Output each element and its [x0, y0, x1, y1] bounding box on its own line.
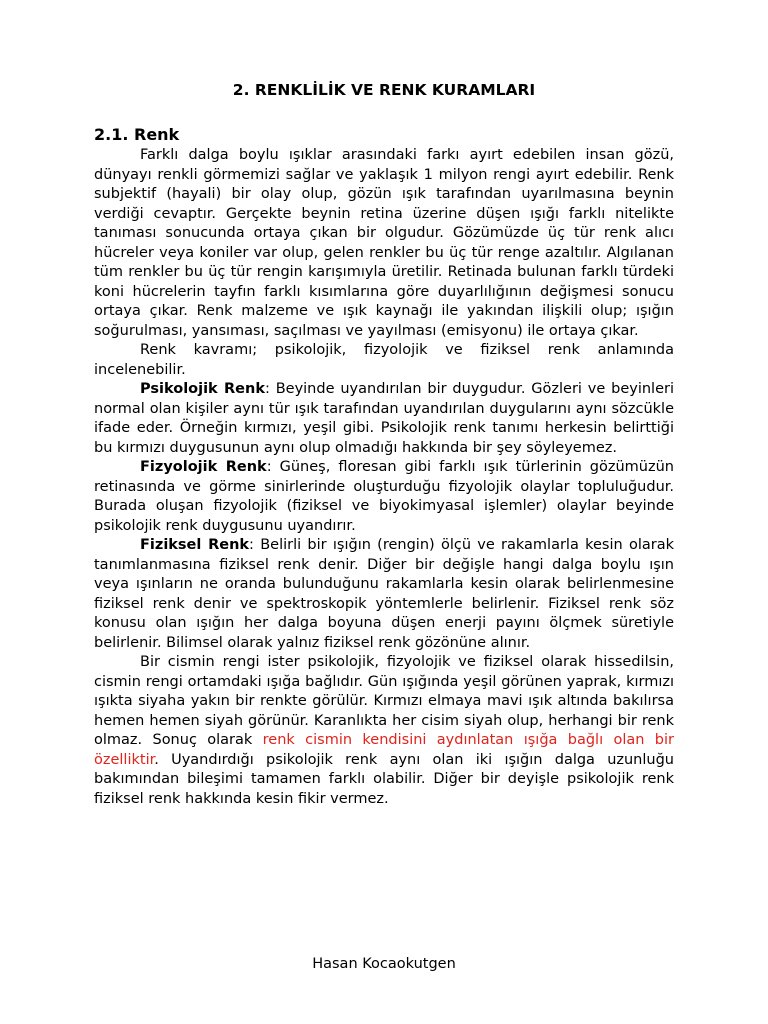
term-physical-color: Fiziksel Renk — [140, 537, 250, 553]
section-heading: 2.1. Renk — [94, 125, 180, 144]
object-color-text-after: . Uyandırdığı psikolojik renk aynı olan iki ışığın dalga uzunluğu bakımından bileşimi tamamen farklı olabilir. Diğer bir deyişle psikolojik renk fiziksel renk hakkında kesin fikir vermez. — [94, 751, 674, 807]
page-title: 2. RENKLİLİK VE RENK KURAMLARI — [232, 81, 536, 99]
term-psychological-color: Psikolojik Renk — [140, 381, 265, 397]
paragraph-physiological-color — [94, 458, 674, 536]
physiological-color-text: : Güneş, floresan gibi farklı ışık türlerinin gözümüzün retinasında ve görme sinirlerinde oluşturduğu fizyolojik olaylar topluluğudur. Burada oluşan fizyolojik (fiziksel ve biyokimyasal işlemler) olaylar beyinde psikolojik renk duygusunu uyandırır. — [94, 459, 674, 534]
paragraph-color-concept: Renk kavramı; psikolojik, fizyolojik ve fiziksel renk anlamında incelenebilir. — [94, 342, 674, 378]
term-physiological-color: Fizyolojik Renk — [140, 459, 267, 475]
paragraph-physical-color — [94, 536, 674, 653]
psychological-color-text: : Beyinde uyandırılan bir duygudur. Gözleri ve beyinleri normal olan kişiler aynı tür ışık tarafından uyandırılan duygularını aynı sözcükle ifade eder. Örneğin kırmızı, yeşil gibi. Psikolojik renk tanımı herkesin belirttiği bu kırmızı duygusunun aynı olup olmadığı hakkında bir şey söyleyemez. — [94, 381, 674, 456]
highlighted-conclusion: renk cismin kendisini aydınlatan ışığa bağlı olan bir özelliktir — [94, 732, 674, 768]
paragraph-psychological-color — [94, 380, 674, 458]
footer-author: Hasan Kocaokutgen — [312, 956, 456, 972]
document-page — [94, 78, 674, 809]
object-color-text-before: Bir cismin rengi ister psikolojik, fizyolojik ve fiziksel olarak hissedilsin, cismin rengi ortamdaki ışığa bağlıdır. Gün ışığında yeşil görünen yaprak, kırmızı ışıkta siyaha yakın bir renkte görülür. Kırmızı elmaya mavi ışık altında bakılırsa hemen hemen siyah görünür. Karanlıkta her cisim siyah olup, herhangi bir renk olmaz. Sonuç olarak — [94, 654, 674, 748]
paragraph-intro: Farklı dalga boylu ışıklar arasındaki farkı ayırt edebilen insan gözü, dünyayı renkli görmemizi sağlar ve yaklaşık 1 milyon rengi ayırt edebilir. Renk subjektif (hayali) bir olay olup, gözün ışık tarafından uyarılmasına beynin verdiği cevaptır. Gerçekte beynin retina üzerine düşen ışığı farklı nitelikte tanıması sonucunda ortaya çıkan bir olgudur. Gözümüzde üç tür renk alıcı hücreler veya koniler var olup, gelen renkler bu üç tür renge azaltılır. Algılanan tüm renkler bu üç tür rengin karışımıyla üretilir. Retinada bulunan farklı türdeki koni hücrelerin tayfın farklı kısımlarına göre duyarlılığının değişmesi sonucu ortaya çıkar. Renk malzeme ve ışık kaynağı ile yakından ilişkili olup; ışığın soğurulması, yansıması, saçılması ve yayılması (emisyonu) ile ortaya çıkar. — [94, 147, 674, 339]
physical-color-text: : Belirli bir ışığın (rengin) ölçü ve rakamlarla kesin olarak tanımlanmasına fiziksel renk denir. Diğer bir değişle hangi dalga boylu ışın veya ışınların ne oranda bulunduğunu rakamlarla kesin olarak belirlenmesine fiziksel renk denir ve spektroskopik yöntemlerle belirlenir. Fiziksel renk söz konusu olan ışığın her dalga boyuna düşen enerji payını ölçmek süretiyle belirlenir. Bilimsel olarak yalnız fiziksel renk gözönüne alınır. — [94, 537, 674, 651]
paragraph-object-color — [94, 653, 674, 809]
